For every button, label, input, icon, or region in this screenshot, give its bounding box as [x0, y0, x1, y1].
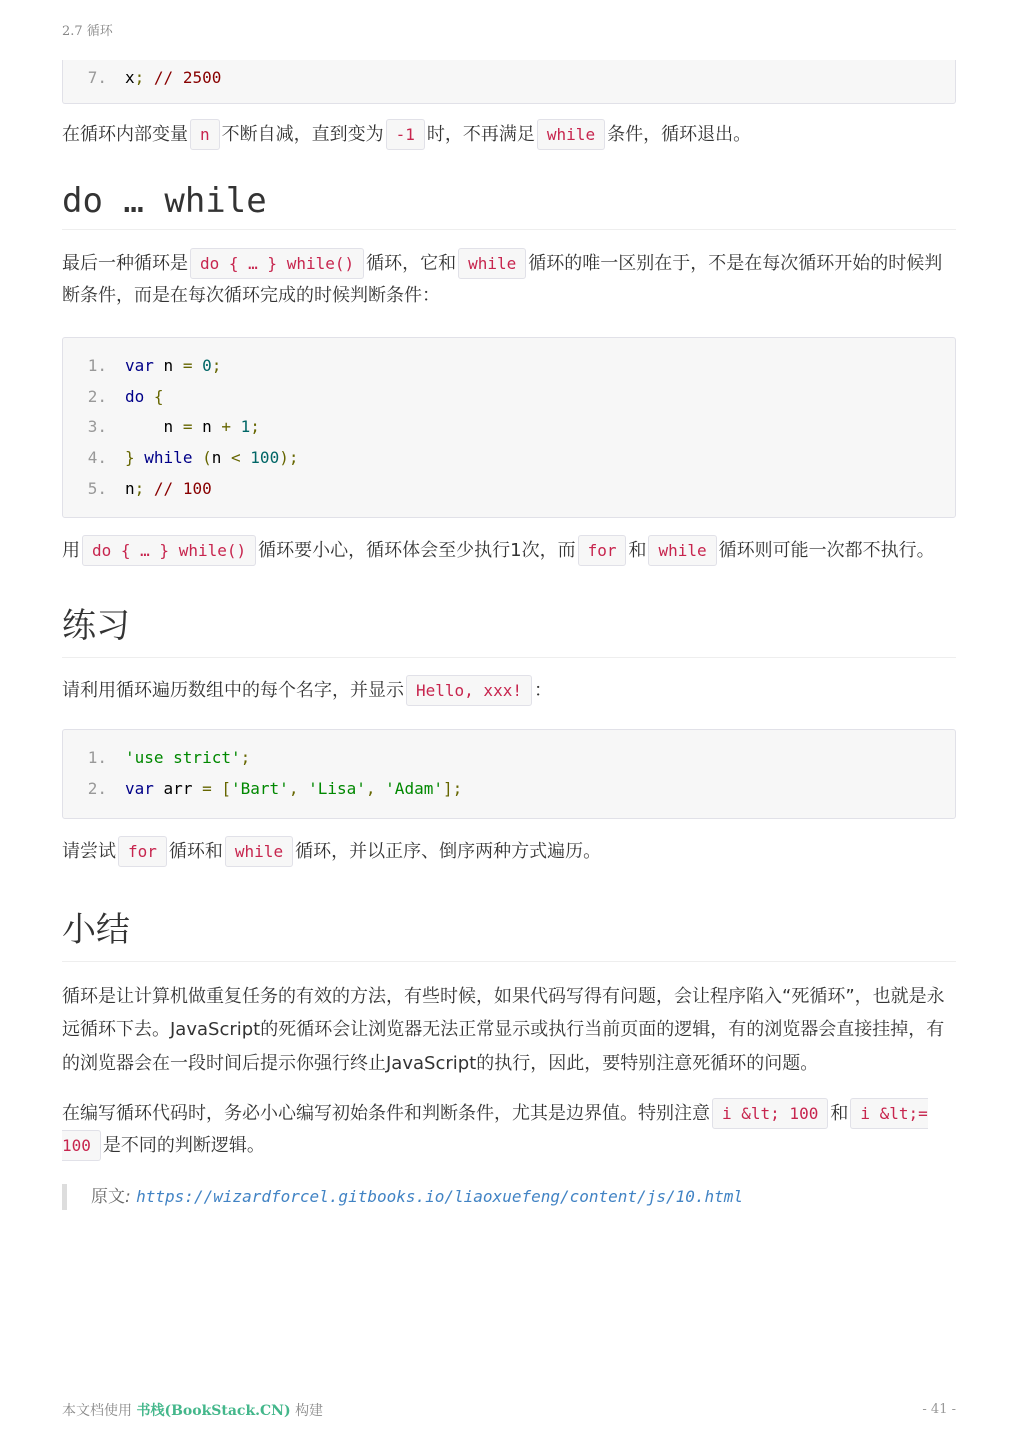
line-number: 2.: [87, 386, 107, 406]
inline-code: while: [648, 535, 716, 566]
heading-do-while: do … while: [62, 173, 956, 230]
heading-summary: 小结: [62, 899, 956, 962]
inline-code: while: [458, 248, 526, 279]
page-number: - 41 -: [922, 1402, 956, 1417]
inline-code: Hello, xxx!: [406, 675, 532, 706]
source-label: 原文: [91, 1187, 125, 1208]
code-line: 1. 'use strict';: [63, 743, 955, 774]
code-line: 1. var n = 0;: [63, 351, 955, 382]
inline-code: for: [578, 535, 627, 566]
inline-code: do { … } while(): [82, 535, 256, 566]
bookstack-link[interactable]: 书栈(BookStack.CN): [136, 1403, 291, 1419]
paragraph-n-decrement: 在循环内部变量 n 不断自减，直到变为 -1 时，不再满足 while 条件，循环退出。: [62, 119, 956, 151]
running-header: 2.7 循环: [62, 24, 113, 39]
code-block-do-while: [62, 337, 956, 518]
line-number: 4.: [87, 448, 107, 468]
paragraph-do-while-intro: 最后一种循环是 do { … } while() 循环，它和 while 循环的唯一区别在于，不是在每次循环开始的时候判断条件，而是在每次循环完成的时候判断条件：: [62, 248, 956, 312]
inline-code: for: [118, 836, 167, 867]
inline-code: -1: [386, 119, 425, 150]
line-number: 2.: [87, 779, 107, 799]
paragraph-summary: 循环是让计算机做重复任务的有效的方法，有些时候，如果代码写得有问题，会让程序陷入“死循环”，也就是永远循环下去。JavaScript的死循环会让浏览器无法正常显示或执行当前页面的逻辑，有的浏览器会直接挂掉，有的浏览器会在一段时间后提示你强行终止JavaScript的执行，因此，要特别注意死循环的问题。: [62, 985, 945, 1074]
code-line: 2. var arr = ['Bart', 'Lisa', 'Adam'];: [63, 774, 955, 805]
code-line: 5. n; // 100: [63, 474, 955, 505]
inline-code: n: [190, 119, 220, 150]
code-line: 7. x; // 2500: [63, 63, 955, 94]
line-number: 5.: [87, 478, 107, 498]
heading-exercise: 练习: [62, 595, 956, 658]
inline-code: i &lt;= 100: [62, 1098, 928, 1161]
inline-code: do { … } while(): [190, 248, 364, 279]
code-line: 2. do {: [63, 382, 955, 413]
footer-credit: 本文档使用 书栈(BookStack.CN) 构建: [62, 1403, 324, 1419]
line-number: 3.: [87, 417, 107, 437]
line-number: 1.: [87, 356, 107, 375]
source-link[interactable]: https://wizardforcel.gitbooks.io/liaoxuefeng/content/js/10.html: [136, 1187, 744, 1207]
line-number: 7.: [87, 68, 107, 87]
code-block-exercise: [62, 729, 956, 818]
source-quote: 原文: https://wizardforcel.gitbooks.io/liaoxuefeng/content/js/10.html: [62, 1184, 956, 1210]
inline-code: while: [225, 836, 293, 867]
code-block-previous: [62, 60, 956, 104]
page-content: [62, 60, 956, 1210]
code-line: 3. n = n + 1;: [63, 412, 955, 443]
paragraph-exercise-intro: 请利用循环遍历数组中的每个名字，并显示 Hello, xxx! ：: [62, 675, 956, 707]
paragraph-boundary: 在编写循环代码时，务必小心编写初始条件和判断条件，尤其是边界值。特别注意 i &lt; 100 和 i &lt;= 100 是不同的判断逻辑。: [62, 1098, 956, 1162]
paragraph-do-while-caution: 用 do { … } while() 循环要小心，循环体会至少执行1次，而 for 和 while 循环则可能一次都不执行。: [62, 535, 956, 567]
inline-code: while: [537, 119, 605, 150]
inline-code: i &lt; 100: [712, 1098, 828, 1129]
line-number: 1.: [87, 748, 107, 768]
code-line: 4. } while (n < 100);: [63, 443, 955, 474]
paragraph-exercise-task: 请尝试 for 循环和 while 循环，并以正序、倒序两种方式遍历。: [62, 836, 956, 868]
